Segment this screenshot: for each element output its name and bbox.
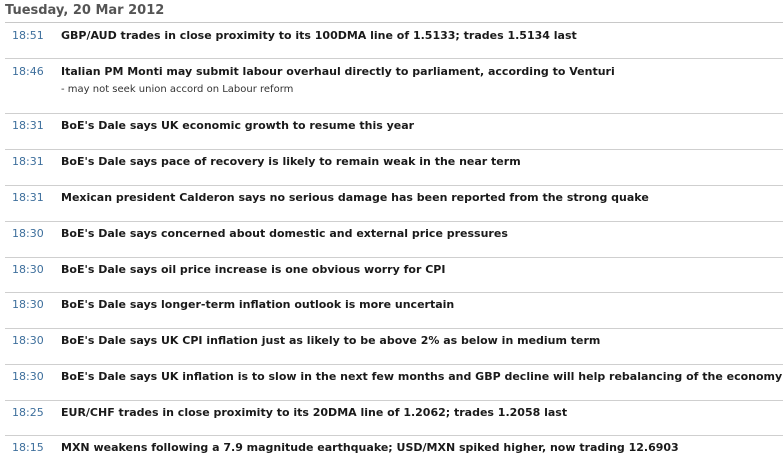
news-subline: - may not seek union accord on Labour reform (61, 84, 294, 95)
news-item[interactable] (5, 328, 783, 364)
news-item[interactable] (5, 400, 783, 435)
news-item[interactable] (5, 435, 783, 464)
date-header: Tuesday, 20 Mar 2012 (5, 3, 165, 18)
news-headline[interactable]: EUR/CHF trades in close proximity to its 20DMA line of 1.2062; trades 1.2058 last (61, 406, 568, 419)
news-headline[interactable]: BoE's Dale says concerned about domestic and external price pressures (61, 227, 508, 240)
news-headline[interactable]: BoE's Dale says longer-term inflation outlook is more uncertain (61, 298, 455, 311)
news-time: 18:15 (12, 441, 44, 454)
news-item[interactable] (5, 257, 783, 292)
news-time: 18:30 (12, 263, 44, 276)
news-time: 18:30 (12, 334, 44, 347)
news-time: 18:31 (12, 191, 44, 204)
news-headline[interactable]: GBP/AUD trades in close proximity to its 100DMA line of 1.5133; trades 1.5134 last (61, 29, 577, 42)
news-time: 18:46 (12, 65, 44, 78)
news-item[interactable] (5, 113, 783, 149)
news-headline[interactable]: BoE's Dale says UK inflation is to slow in the next few months and GBP decline will help rebalancing of the economy (61, 370, 783, 383)
news-item[interactable] (5, 58, 783, 113)
news-headline[interactable]: BoE's Dale says UK CPI inflation just as likely to be above 2% as below in medium term (61, 334, 601, 347)
news-time: 18:30 (12, 227, 44, 240)
news-headline[interactable]: BoE's Dale says pace of recovery is likely to remain weak in the near term (61, 155, 521, 168)
news-time: 18:31 (12, 119, 44, 132)
news-headline[interactable]: Italian PM Monti may submit labour overhaul directly to parliament, according to Venturi (61, 65, 615, 78)
news-item[interactable] (5, 149, 783, 185)
news-item[interactable] (5, 364, 783, 400)
news-headline[interactable]: BoE's Dale says UK economic growth to resume this year (61, 119, 415, 132)
news-time: 18:30 (12, 298, 44, 311)
news-item[interactable] (5, 292, 783, 328)
news-item[interactable] (5, 221, 783, 257)
news-time: 18:30 (12, 370, 44, 383)
news-time: 18:25 (12, 406, 44, 419)
news-item[interactable] (5, 22, 783, 58)
news-time: 18:31 (12, 155, 44, 168)
news-headline[interactable]: MXN weakens following a 7.9 magnitude earthquake; USD/MXN spiked higher, now trading 12.6903 (61, 441, 679, 454)
news-headline[interactable]: Mexican president Calderon says no serious damage has been reported from the strong quake (61, 191, 649, 204)
news-time: 18:51 (12, 29, 44, 42)
news-headline[interactable]: BoE's Dale says oil price increase is one obvious worry for CPI (61, 263, 446, 276)
news-item[interactable] (5, 185, 783, 221)
